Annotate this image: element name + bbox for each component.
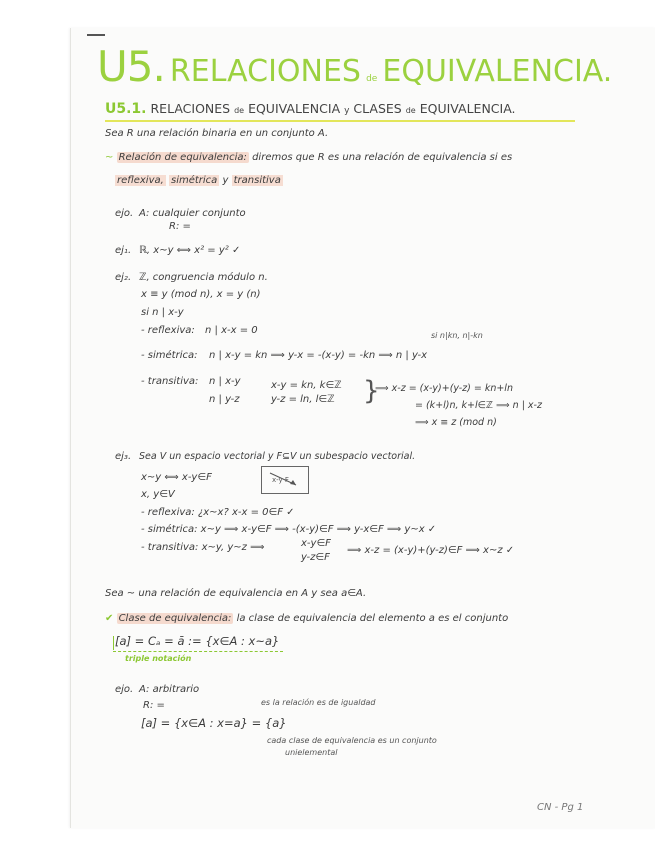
example-4-note-3: unielemental bbox=[285, 748, 338, 757]
section-text-3: CLASES bbox=[353, 101, 402, 116]
section-y: y bbox=[344, 106, 350, 116]
section-number: U5.1. bbox=[105, 101, 147, 117]
title-de: de bbox=[366, 74, 378, 84]
class-formula: [a] = Cₐ = ā := {x∈A : x~a} bbox=[115, 634, 280, 648]
section-de-1: de bbox=[234, 106, 245, 115]
example-0-line-2: R: = bbox=[169, 221, 191, 232]
example-4-label: ejo. bbox=[115, 684, 134, 695]
example-3-label: ej₃. bbox=[115, 451, 132, 462]
example-3-transitive-c: y-z∈F bbox=[301, 552, 330, 563]
intro-text: Sea R una relación binaria en un conjunto A. bbox=[105, 128, 329, 139]
example-2-transitive-a: n | x-y bbox=[209, 376, 241, 387]
example-1-label: ej₁. bbox=[115, 245, 132, 256]
class-term: Clase de equivalencia: bbox=[118, 613, 232, 624]
example-3-symmetric: - simétrica: x~y ⟹ x-y∈F ⟹ -(x-y)∈F ⟹ y-x∈F ⟹ y~x ✓ bbox=[141, 524, 437, 535]
example-2-transitive-c: x-y = kn, k∈ℤ bbox=[271, 380, 342, 391]
example-3-transitive-d: ⟹ x-z = (x-y)+(y-z)∈F ⟹ x~z ✓ bbox=[347, 545, 515, 556]
example-4-formula: [a] = {x∈A : x=a} = {a} bbox=[141, 716, 287, 730]
class-formula-bracket bbox=[113, 636, 115, 650]
notebook-page bbox=[70, 28, 655, 828]
example-0-label: ejo. bbox=[115, 208, 134, 219]
example-2-line-3: si n | x-y bbox=[141, 307, 184, 318]
example-2-transitive-d: y-z = ln, l∈ℤ bbox=[271, 394, 335, 405]
example-0-line-1: A: cualquier conjunto bbox=[139, 208, 246, 219]
definition-properties bbox=[115, 175, 283, 186]
example-2-reflexive: n | x-x = 0 bbox=[205, 325, 258, 336]
example-3-reflexive: - reflexiva: ¿x~x? x-x = 0∈F ✓ bbox=[141, 507, 295, 518]
example-4-line-1: A: arbitrario bbox=[139, 684, 200, 695]
definition-class bbox=[105, 613, 508, 624]
example-2-label: ej₂. bbox=[115, 272, 132, 283]
example-2-symmetric: n | x-y = kn ⟹ y-x = -(x-y) = -kn ⟹ n | y-x bbox=[209, 350, 428, 361]
class-formula-underline bbox=[113, 650, 283, 652]
example-3-transitive-b: x-y∈F bbox=[301, 538, 331, 549]
definition-equivalence bbox=[105, 152, 512, 163]
check-bullet-icon: ✔ bbox=[105, 613, 114, 624]
example-2-line-2: x ≡ y (mod n), x = y (n) bbox=[141, 289, 261, 300]
property-transitive: transitiva bbox=[233, 175, 281, 186]
example-2-symmetric-note: si n|kn, n|-kn bbox=[431, 331, 483, 340]
section-text-4: EQUIVALENCIA. bbox=[419, 101, 516, 116]
section-underline bbox=[105, 120, 575, 122]
title-number: U5. bbox=[97, 42, 165, 91]
title-corner-mark bbox=[87, 34, 105, 36]
example-4-line-2: R: = bbox=[143, 700, 165, 711]
property-and: y bbox=[222, 175, 229, 186]
property-symmetric: simétrica bbox=[170, 175, 218, 186]
section-text-2: EQUIVALENCIA bbox=[248, 101, 341, 116]
definition-term: Relación de equivalencia: bbox=[118, 152, 247, 163]
example-2-reflexive-label: - reflexiva: bbox=[141, 325, 195, 336]
example-2-transitive-label: - transitiva: bbox=[141, 376, 199, 387]
brace-icon: } bbox=[363, 376, 380, 406]
class-text: la clase de equivalencia del elemento a es el conjunto bbox=[236, 613, 509, 624]
property-reflexive: reflexiva, bbox=[117, 175, 164, 186]
title-second: EQUIVALENCIA. bbox=[382, 54, 613, 89]
example-2-transitive-result-3: ⟹ x ≡ z (mod n) bbox=[415, 417, 497, 428]
example-3-line-2: x~y ⟺ x-y∈F bbox=[141, 472, 212, 483]
example-3-line-3: x, y∈V bbox=[141, 489, 175, 500]
example-2-line-1: ℤ, congruencia módulo n. bbox=[139, 272, 268, 283]
example-3-line-1: Sea V un espacio vectorial y F⊆V un subespacio vectorial. bbox=[139, 451, 416, 462]
example-1-text: ℝ, x~y ⟺ x² = y² ✓ bbox=[139, 245, 241, 256]
section-text-1: RELACIONES bbox=[150, 101, 231, 116]
title-main: RELACIONES bbox=[169, 54, 361, 89]
section-de-2: de bbox=[405, 106, 416, 115]
example-4-note-1: es la relación es de igualdad bbox=[261, 698, 376, 707]
check-bullet-icon: ~ bbox=[105, 152, 114, 163]
page-footer: CN - Pg 1 bbox=[537, 802, 584, 813]
example-3-transitive-a: - transitiva: x~y, y~z ⟹ bbox=[141, 542, 265, 553]
page-title bbox=[97, 42, 612, 91]
example-2-symmetric-label: - simétrica: bbox=[141, 350, 198, 361]
definition-text: diremos que R es una relación de equivalencia si es bbox=[252, 152, 513, 163]
vector-sketch-label: x-y F bbox=[272, 476, 289, 484]
class-intro-text: Sea ~ una relación de equivalencia en A y sea a∈A. bbox=[105, 588, 367, 599]
vector-sketch-box bbox=[261, 466, 309, 494]
example-4-note-2: cada clase de equivalencia es un conjunto bbox=[267, 736, 437, 745]
example-2-transitive-result-2: = (k+l)n, k+l∈ℤ ⟹ n | x-z bbox=[415, 400, 542, 411]
example-2-transitive-b: n | y-z bbox=[209, 394, 240, 405]
class-notation-note: triple notación bbox=[125, 654, 192, 663]
section-heading bbox=[105, 101, 516, 117]
example-2-transitive-result-1: ⟹ x-z = (x-y)+(y-z) = kn+ln bbox=[375, 383, 513, 394]
